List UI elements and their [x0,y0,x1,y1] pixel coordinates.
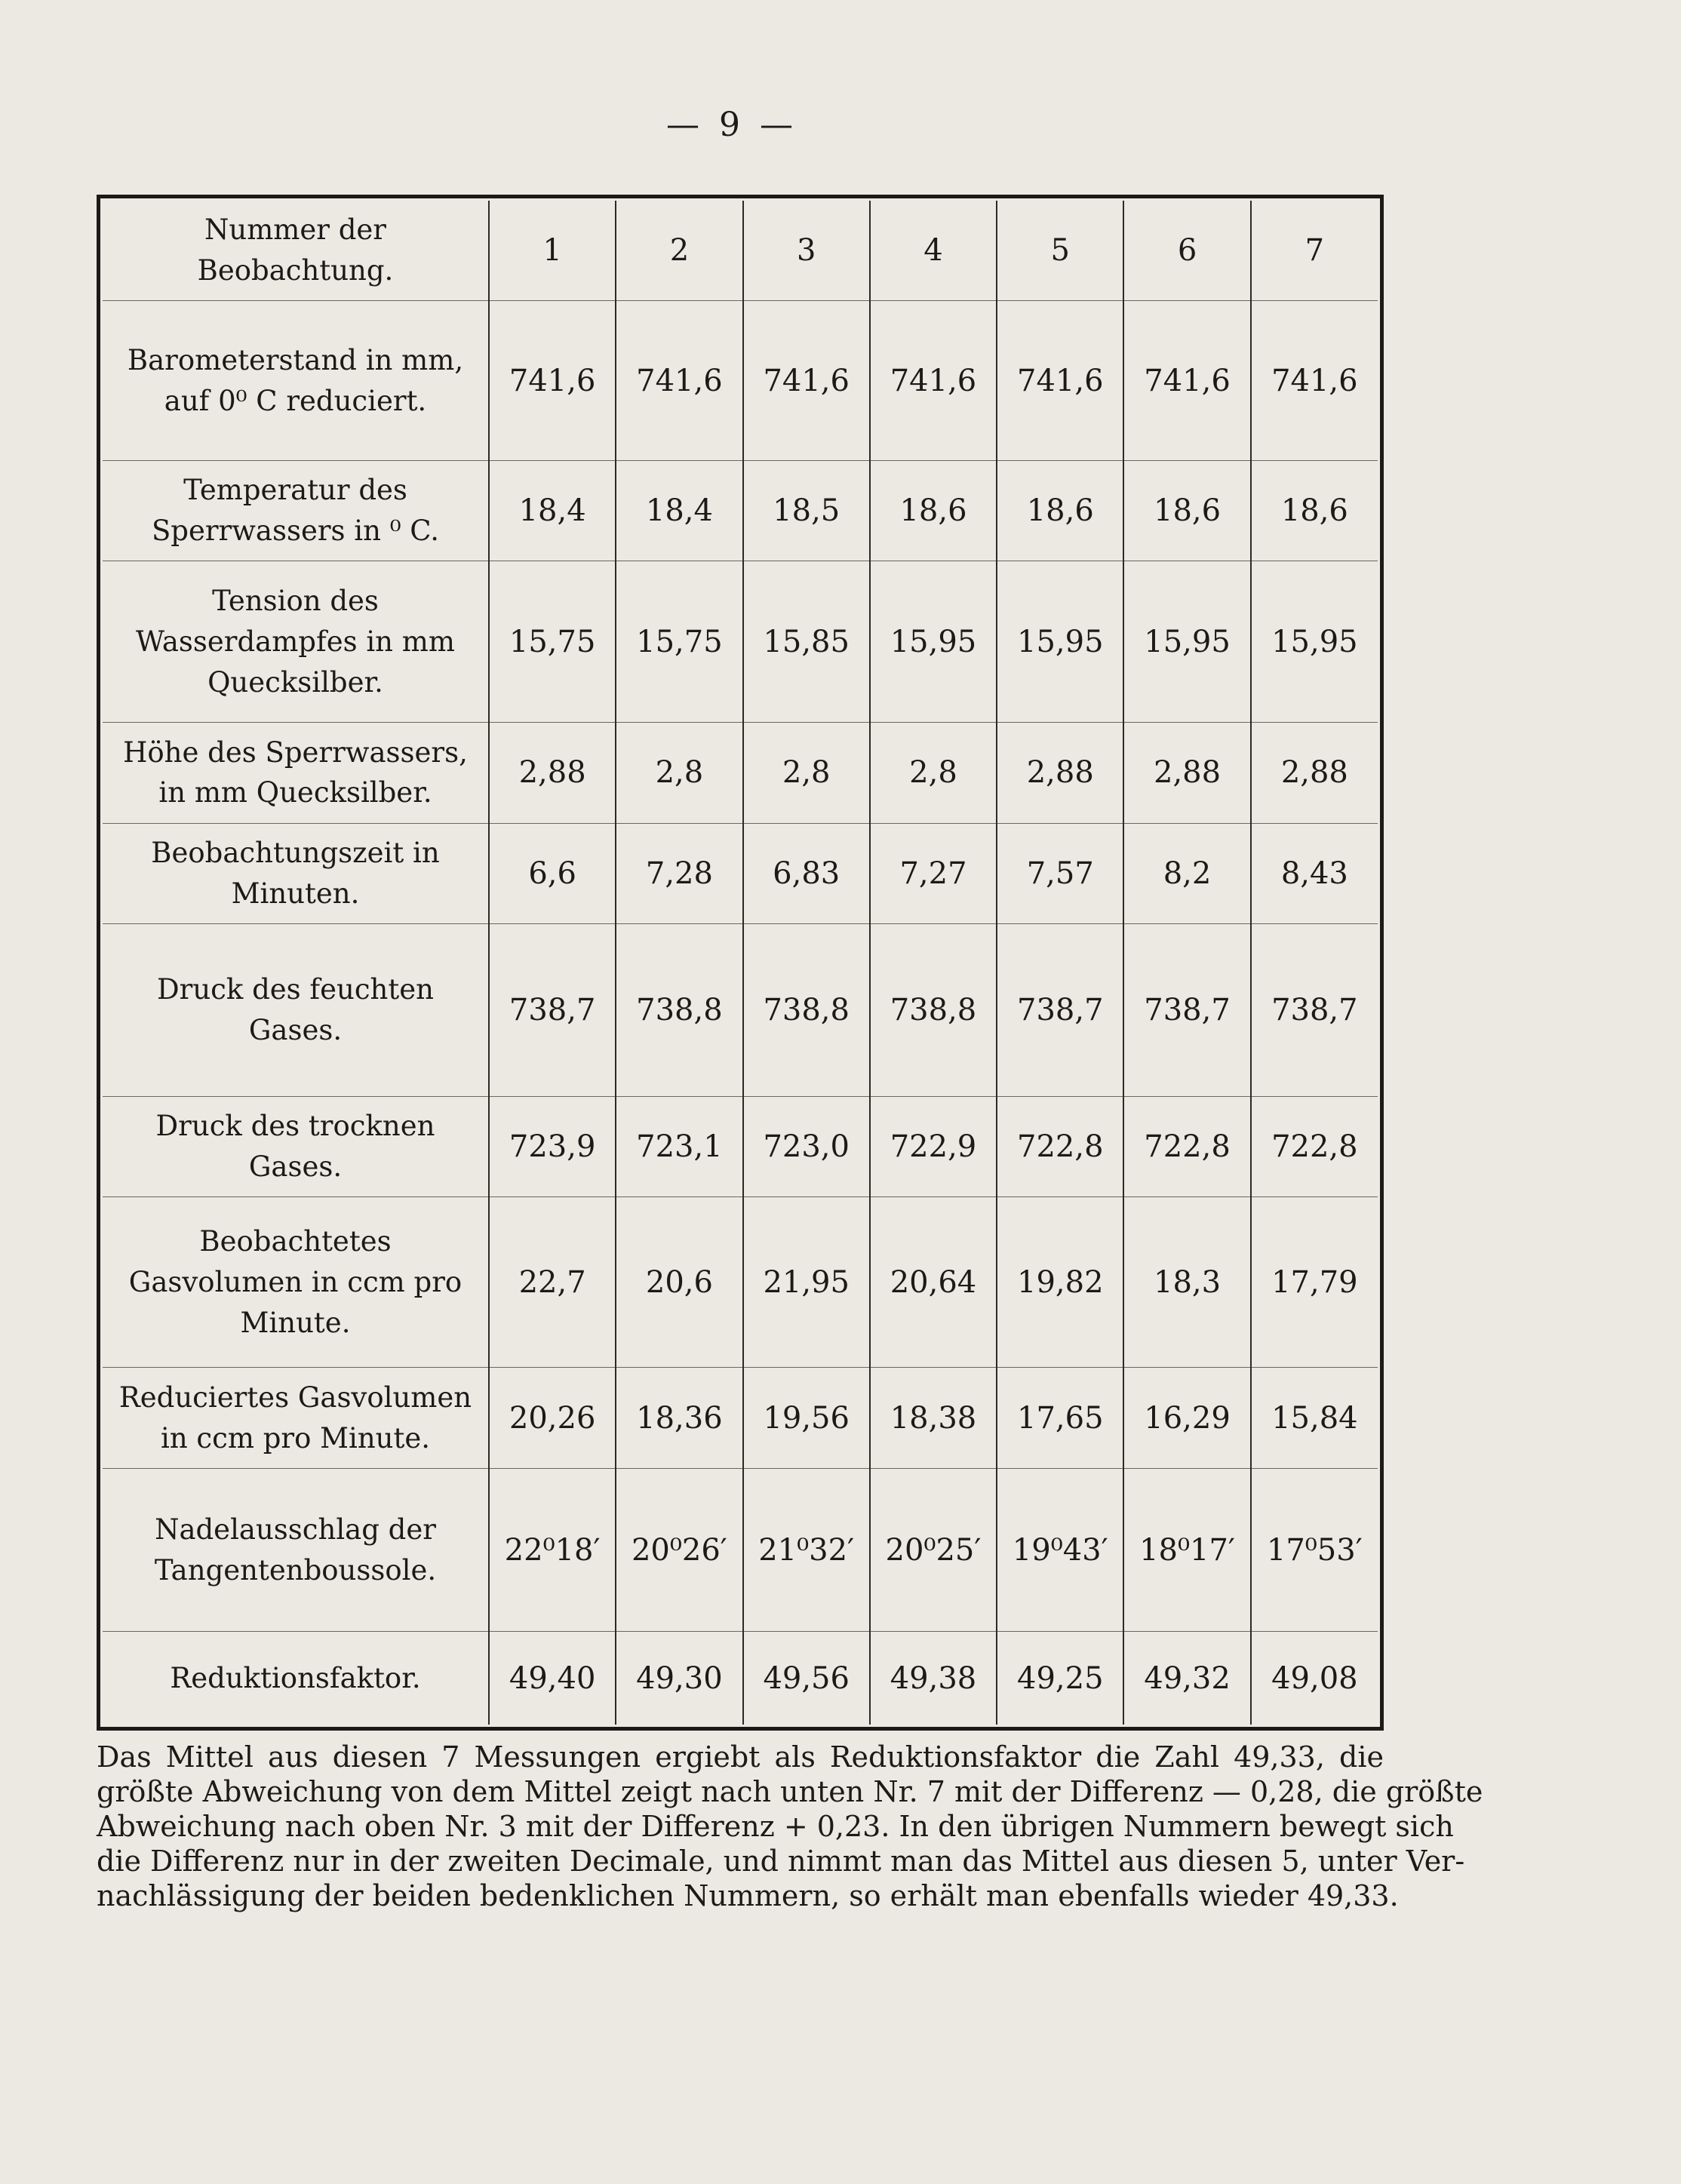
table-cell: 20⁰25′ [870,1468,997,1632]
table-cell: 8,43 [1251,823,1378,923]
table-cell: 15,95 [1251,561,1378,723]
table-cell: 19,82 [997,1196,1123,1367]
paragraph-line: Das Mittel aus diesen 7 Messungen ergiebt als Reduktionsfaktor die Zahl 49,33, die [97,1740,1384,1774]
table-row [103,1096,1378,1196]
observation-table [97,195,1384,1731]
table-cell: 49,32 [1123,1632,1250,1725]
table-cell: 741,6 [870,301,997,461]
row-label: Reduktionsfaktor. [103,1632,489,1725]
table-cell: 723,0 [743,1096,870,1196]
table-cell: 49,30 [616,1632,742,1725]
table-cell: 738,8 [743,923,870,1096]
table-cell: 6,6 [489,823,616,923]
table-cell: 18,3 [1123,1196,1250,1367]
table-cell: 7,28 [616,823,742,923]
table-cell: 738,8 [616,923,742,1096]
row-label: Nadelausschlag der Tangentenboussole. [103,1468,489,1632]
table-cell: 741,6 [997,301,1123,461]
table-cell: 19⁰43′ [997,1468,1123,1632]
row-label: Barometerstand in mm, auf 0⁰ C reduciert. [103,301,489,461]
row-label: Temperatur des Sperrwassers in ⁰ C. [103,460,489,561]
table-cell: 2,8 [616,723,742,823]
table-cell: 16,29 [1123,1368,1250,1468]
row-label: Beobachtetes Gasvolumen in ccm pro Minute. [103,1196,489,1367]
table-cell: 15,95 [1123,561,1250,723]
table-row [103,923,1378,1096]
summary-paragraph [97,1740,1483,1913]
paragraph-line: größte Abweichung von dem Mittel zeigt nach unten Nr. 7 mit der Differenz — 0,28, die größte [97,1775,1483,1808]
row-label: Reduciertes Gasvolumen in ccm pro Minute. [103,1368,489,1468]
table-row [103,201,1378,301]
table-cell: 20,64 [870,1196,997,1367]
table-cell: 5 [997,201,1123,301]
table-cell: 741,6 [489,301,616,461]
table-cell: 21⁰32′ [743,1468,870,1632]
table-cell: 741,6 [1123,301,1250,461]
table-cell: 738,7 [997,923,1123,1096]
paragraph-line: nachlässigung der beiden bedenklichen Nummern, so erhält man ebenfalls wieder 49,33. [97,1879,1399,1912]
table-cell: 20⁰26′ [616,1468,742,1632]
row-label: Druck des trocknen Gases. [103,1096,489,1196]
table-cell: 738,8 [870,923,997,1096]
row-label: Höhe des Sperrwassers, in mm Quecksilber. [103,723,489,823]
table-cell: 15,84 [1251,1368,1378,1468]
table-cell: 738,7 [1251,923,1378,1096]
table-row [103,1368,1378,1468]
table-cell: 741,6 [616,301,742,461]
table-cell: 15,95 [870,561,997,723]
table-cell: 741,6 [743,301,870,461]
table-cell: 723,9 [489,1096,616,1196]
table-cell: 15,75 [616,561,742,723]
table-cell: 18,4 [616,460,742,561]
table-cell: 722,9 [870,1096,997,1196]
table-cell: 18,4 [489,460,616,561]
table-cell: 21,95 [743,1196,870,1367]
row-label: Druck des feuchten Gases. [103,923,489,1096]
table-cell: 19,56 [743,1368,870,1468]
table-cell: 722,8 [997,1096,1123,1196]
row-label: Beobachtungszeit in Minuten. [103,823,489,923]
table-cell: 18,6 [1251,460,1378,561]
page-number: — 9 — [666,106,797,144]
row-label: Tension des Wasserdampfes in mm Quecksilber. [103,561,489,723]
table-cell: 20,26 [489,1368,616,1468]
table-cell: 2,88 [997,723,1123,823]
table-cell: 6 [1123,201,1250,301]
table-cell: 2,8 [870,723,997,823]
table-cell: 22,7 [489,1196,616,1367]
table-cell: 49,56 [743,1632,870,1725]
table-cell: 18⁰17′ [1123,1468,1250,1632]
table-cell: 18,6 [997,460,1123,561]
table-cell: 49,38 [870,1632,997,1725]
table-cell: 2,88 [489,723,616,823]
table-cell: 7 [1251,201,1378,301]
table-row [103,1632,1378,1725]
table-cell: 2,88 [1123,723,1250,823]
paragraph-line: Abweichung nach oben Nr. 3 mit der Differenz + 0,23. In den übrigen Nummern bewegt sich [97,1810,1454,1843]
table-cell: 18,38 [870,1368,997,1468]
table-row [103,723,1378,823]
table-row [103,1196,1378,1367]
table-cell: 722,8 [1123,1096,1250,1196]
table-cell: 17⁰53′ [1251,1468,1378,1632]
table-cell: 15,85 [743,561,870,723]
table-cell: 1 [489,201,616,301]
row-label: Nummer der Beobachtung. [103,201,489,301]
table-cell: 18,6 [1123,460,1250,561]
table-cell: 6,83 [743,823,870,923]
table-cell: 723,1 [616,1096,742,1196]
data-table [103,201,1378,1725]
table-cell: 738,7 [489,923,616,1096]
table-cell: 8,2 [1123,823,1250,923]
table-cell: 18,5 [743,460,870,561]
table-row [103,301,1378,461]
table-cell: 49,08 [1271,1660,1358,1696]
table-cell: 49,25 [997,1632,1123,1725]
table-cell: 22⁰18′ [489,1468,616,1632]
table-cell: 2,88 [1251,723,1378,823]
table-cell: 722,8 [1251,1096,1378,1196]
table-row [103,823,1378,923]
table-cell: 4 [870,201,997,301]
table-cell: 2,8 [743,723,870,823]
table-cell: 20,6 [616,1196,742,1367]
table-cell: 2 [616,201,742,301]
table-row [103,460,1378,561]
table-cell: 3 [743,201,870,301]
table-row [103,1468,1378,1632]
paragraph-line: die Differenz nur in der zweiten Decimale, und nimmt man das Mittel aus diesen 5, unter Ver- [97,1845,1465,1878]
table-cell: 738,7 [1123,923,1250,1096]
table-cell: 17,65 [997,1368,1123,1468]
table-cell: 7,27 [870,823,997,923]
table-cell: 15,95 [997,561,1123,723]
table-cell: 49,40 [489,1632,616,1725]
table-cell: 15,75 [489,561,616,723]
table-cell: 7,57 [997,823,1123,923]
table-cell: 18,36 [616,1368,742,1468]
table-cell: 17,79 [1251,1196,1378,1367]
table-cell: 741,6 [1251,301,1378,461]
table-row [103,561,1378,723]
table-cell: 18,6 [870,460,997,561]
